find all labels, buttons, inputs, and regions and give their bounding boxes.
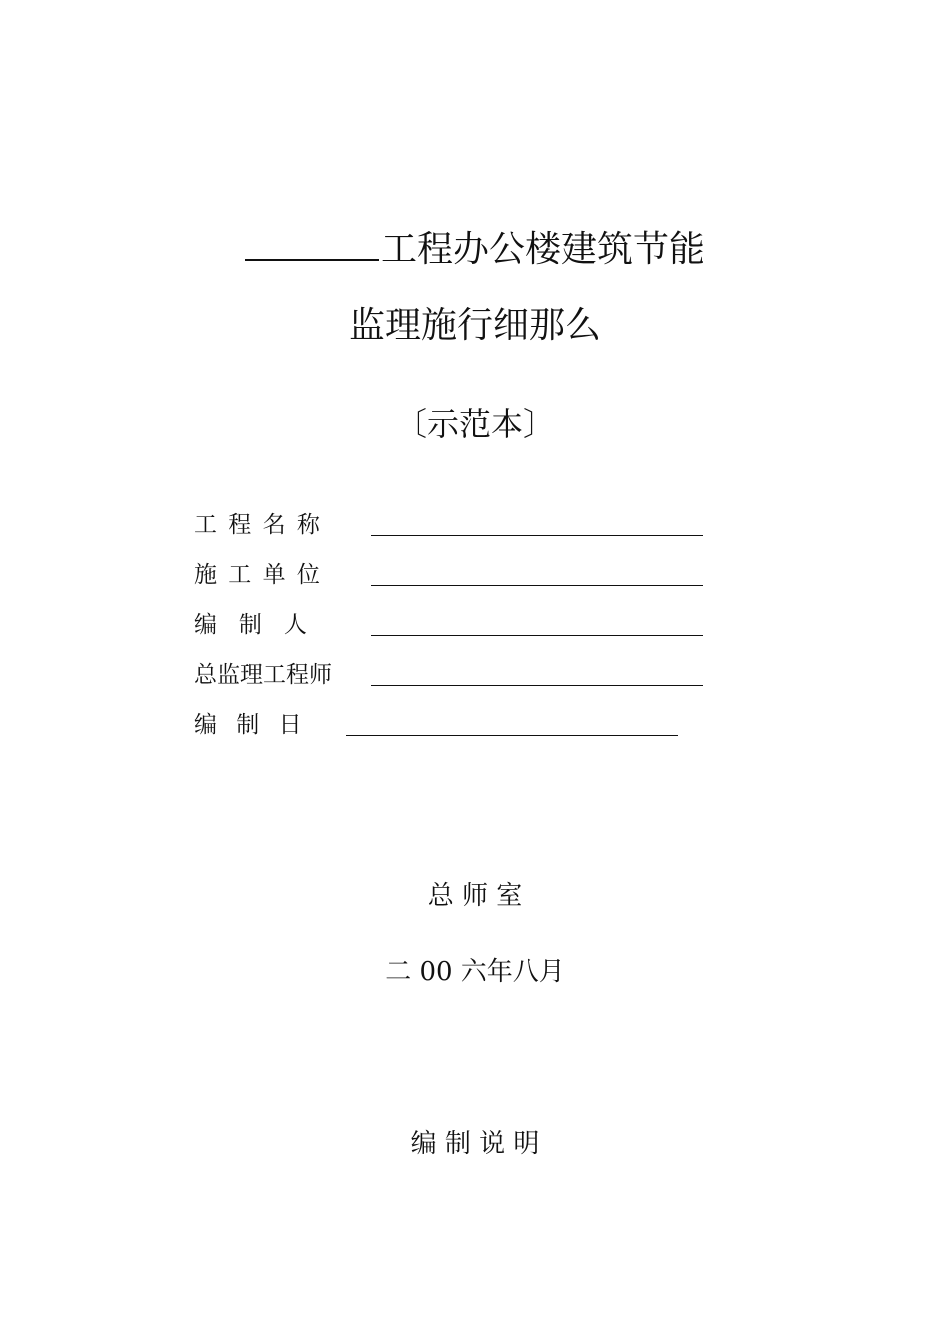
field-line-project-name xyxy=(371,535,703,536)
document-title-line1 xyxy=(0,228,950,272)
field-line-chief-engineer xyxy=(371,685,703,686)
field-line-compiler xyxy=(371,635,703,636)
document-title-line2: 监理施行细那么 xyxy=(348,305,601,346)
section-heading: 编 制 说 明 xyxy=(410,1129,540,1159)
field-line-compile-date xyxy=(346,735,678,736)
field-line-construction-unit xyxy=(371,585,703,586)
document-date: 二 00 六年八月 xyxy=(385,957,565,987)
field-label-construction-unit: 施 工 单 位 xyxy=(194,562,322,588)
title-line1-text: 工程办公楼建筑节能 xyxy=(380,229,705,270)
field-label-compile-date: 编 制 日 xyxy=(194,712,308,738)
document-subtitle: 〔示范本〕 xyxy=(394,405,555,443)
field-label-chief-engineer: 总监理工程师 xyxy=(194,662,332,688)
field-label-project-name: 工 程 名 称 xyxy=(194,512,322,538)
project-name-blank xyxy=(245,229,379,261)
organization-name: 总 师 室 xyxy=(427,881,523,911)
field-label-compiler: 编 制 人 xyxy=(194,612,307,638)
